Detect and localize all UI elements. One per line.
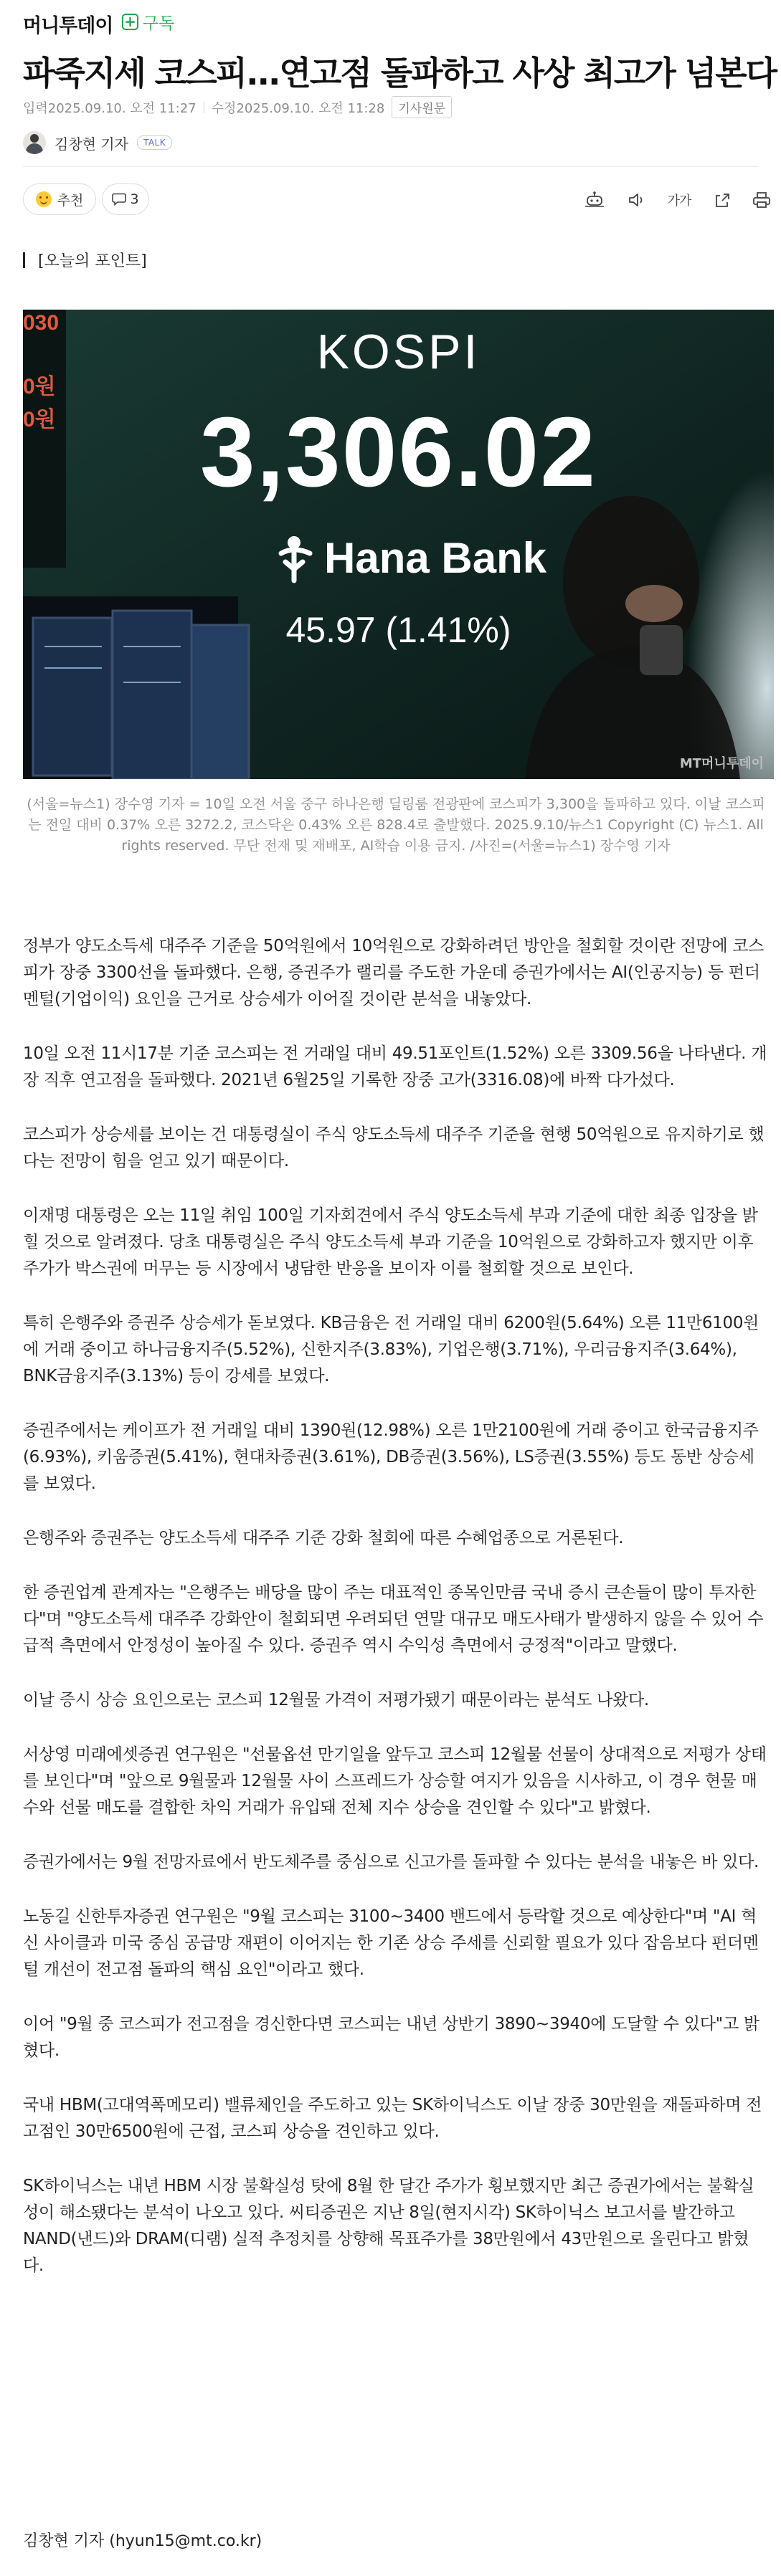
body-paragraph: 서상영 미래에셋증권 연구원은 "선물옵션 만기일을 앞두고 코스피 12월물 선물이 상대적으로 저평가 상태를 보인다"며 "앞으로 9월물과 12월물 사이 스프레드가 상승할 여지가 있음을 시사하고, 이 경우 현물 매수와 선물 매도를 결합한 차익 거래가 유입돼 전체 지수 상승을 견인할 수 있다"고 밝혔다. <box>23 1745 767 1817</box>
header-divider <box>23 166 758 167</box>
body-paragraph: 특히 은행주와 증권주 상승세가 돋보였다. KB금융은 전 거래일 대비 6200원(5.64%) 오른 11만6100원에 거래 중이고 하나금융지주(5.52%), 신한지주(3.83%), 기업은행(3.71%), 우리금융지주(3.64%), BNK금융지주(3.13%) 등이 강세를 보였다. <box>23 1314 759 1385</box>
comment-button[interactable] <box>102 183 149 215</box>
input-date: 2025.09.10. 오전 11:27 <box>47 100 197 116</box>
share-icon <box>714 191 731 209</box>
body-paragraph: 증권주에서는 케이프가 전 거래일 대비 1390원(12.98%) 오른 1만2100원에 거래 중이고 한국금융지주(6.93%), 키움증권(5.41%), 현대차증권(3.61%), DB증권(3.56%), LS증권(3.55%) 등도 동반 상승세를 보였다. <box>23 1421 759 1493</box>
body-paragraph: 이날 증시 상승 요인으로는 코스피 12월물 가격이 저평가됐기 때문이라는 분석도 나왔다. <box>23 1691 649 1709</box>
recommend-button[interactable] <box>23 183 96 215</box>
board-index-change: 45.97 (1.41%) <box>285 610 511 650</box>
ticker-left-top: 030 <box>23 311 60 335</box>
modified-label: 수정 <box>211 100 237 116</box>
ticker-left-mid: 0원 <box>23 375 56 399</box>
body-paragraph: 증권가에서는 9월 전망자료에서 반도체주를 중심으로 신고가를 돌파할 수 있다는 분석을 내놓은 바 있다. <box>23 1853 759 1871</box>
byline <box>23 131 172 154</box>
speaker-icon <box>628 191 646 209</box>
body-paragraph: 이어 "9월 중 코스피가 전고점을 경신한다면 코스피는 내년 상반기 3890~3940에 도달할 수 있다"고 밝혔다. <box>23 2015 759 2060</box>
plus-icon: + <box>122 14 138 30</box>
print-icon <box>752 191 771 209</box>
comment-icon <box>112 193 126 206</box>
photo-watermark: MT머니투데이 <box>679 756 764 771</box>
board-index-name: KOSPI <box>316 325 481 379</box>
smile-icon <box>36 191 52 207</box>
recommend-label: 추천 <box>57 192 84 209</box>
avatar-head <box>30 134 39 143</box>
print-button[interactable] <box>749 188 774 212</box>
body-paragraph: 한 증권업계 관계자는 "은행주는 배당을 많이 주는 대표적인 종목인만큼 국내 증시 큰손들이 많이 투자한다"며 "양도소득세 대주주 강화안이 철회되면 우려되던 연말 대규모 매도사태가 발생하지 않을 수 있어 수급적 측면에서 안정성이 높아질 수 있다. 증권주 역시 수익성 측면에서 긍정적"이라고 말했다. <box>23 1583 764 1655</box>
board-bank-name: Hana Bank <box>324 534 547 582</box>
article-headline: 파죽지세 코스피...연고점 돌파하고 사상 최고가 넘본다 <box>23 54 777 92</box>
avatar-body <box>26 143 43 154</box>
section-label: [오늘의 포인트] <box>38 252 147 270</box>
body-paragraph: 이재명 대통령은 오는 11일 취임 100일 기자회견에서 주식 양도소득세 부과 기준에 대한 최종 입장을 밝힐 것으로 알려졌다. 당초 대통령실은 주식 양도소득세 부과 기준을 10억원으로 강화하고자 했지만 이후 주가가 박스권에 머무는 등 시장에서 냉담한 반응을 보이자 이를 철회할 것으로 보인다. <box>23 1206 758 1278</box>
original-article-button[interactable]: 기사원문 <box>392 96 452 118</box>
photo-caption: (서울=뉴스1) 장수영 기자 = 10일 오전 서울 중구 하나은행 딜링룸 전광판에 코스피가 3,300을 돌파하고 있다. 이날 코스피는 전일 대비 0.37% 오른 3272.2, 코스닥은 0.43% 오른 828.4로 출발했다. 2025.9.10/뉴스1 Copyright (C) 뉴스1. All rights reserved. 무단 전재 및 재배포, AI학습 이용 금지. /사진=(서울=뉴스1) 장수영 기자 <box>27 796 765 854</box>
body-paragraph: 노동길 신한투자증권 연구원은 "9월 코스피는 3100~3400 밴드에서 등락할 것으로 예상한다"며 "AI 혁신 사이클과 미국 중심 공급망 재편이 이어지는 한 기존 상승 주세를 신뢰할 필요가 있다 잡음보다 펀더멘털 개선이 전고점 돌파의 핵심 요인"이라고 했다. <box>23 1907 759 1979</box>
font-size-button[interactable]: 가가 <box>667 194 691 209</box>
body-paragraph: 10일 오전 11시17분 기준 코스피는 전 거래일 대비 49.51포인트(1.52%) 오른 3309.56을 나타낸다. 개장 직후 연고점을 돌파했다. 2021년 6월25일 기록한 장중 고가(3316.08)에 바짝 다가섰다. <box>23 1044 767 1089</box>
article-dates <box>23 96 452 118</box>
article-body <box>23 933 769 2307</box>
modified-date: 2025.09.10. 오전 11:28 <box>236 100 385 116</box>
subscribe-button[interactable] <box>122 10 174 34</box>
subscribe-label: 구독 <box>143 14 175 33</box>
body-paragraph: 코스피가 상승세를 보이는 건 대통령실이 주식 양도소득세 대주주 기준을 현행 50억원으로 유지하기로 했다는 전망이 힘을 얻고 있기 때문이다. <box>23 1125 765 1170</box>
board-index-value: 3,306.02 <box>199 397 597 507</box>
press-logo[interactable]: 머니투데이 <box>23 15 113 37</box>
share-button[interactable] <box>710 188 734 212</box>
body-paragraph: 정부가 양도소득세 대주주 기준을 50억원에서 10억원으로 강화하려던 방안을 철회할 것이란 전망에 코스피가 장중 3300선을 돌파했다. 은행, 증권주가 랠리를 주도한 가운데 증권가에서는 AI(인공지능) 등 펀더멘털(기업이익) 요인을 근거로 상승세가 이어질 것이란 분석을 내놓았다. <box>23 937 765 1008</box>
reporter-signature: 김창현 기자 (hyun15@mt.co.kr) <box>23 2532 262 2550</box>
comment-count: 3 <box>130 191 139 207</box>
reporter-avatar[interactable] <box>23 131 46 154</box>
ticker-left-low: 0원 <box>23 408 56 431</box>
input-label: 입력 <box>23 100 48 116</box>
section-bar <box>23 252 25 268</box>
body-paragraph: 은행주와 증권주는 양도소득세 대주주 기준 강화 철회에 따른 수혜업종으로 거론된다. <box>23 1529 624 1547</box>
listen-button[interactable] <box>625 188 649 212</box>
bot-summary-icon <box>584 191 605 209</box>
article-photo[interactable] <box>23 310 774 779</box>
section-point <box>23 249 147 271</box>
talk-badge[interactable]: TALK <box>137 135 172 150</box>
reporter-name[interactable]: 김창현 기자 <box>55 135 128 153</box>
body-paragraph: 국내 HBM(고대역폭메모리) 밸류체인을 주도하고 있는 SK하이닉스도 이날 장중 30만원을 재돌파하며 전고점인 30만6500원에 근접, 코스피 상승을 견인하고 있다. <box>23 2096 762 2141</box>
body-paragraph: SK하이닉스는 내년 HBM 시장 불확실성 탓에 8월 한 달간 주가가 횡보했지만 최근 증권가에서는 불확실성이 해소됐다는 분석이 나오고 있다. 씨티증권은 지난 8일(현지시각) SK하이닉스 보고서를 발간하고 NAND(낸드)와 DRAM(디램) 실적 추정치를 상향해 목표주가를 38만원에서 43만원으로 올린다고 밝혔다. <box>23 2177 754 2275</box>
summary-button[interactable] <box>582 188 607 212</box>
